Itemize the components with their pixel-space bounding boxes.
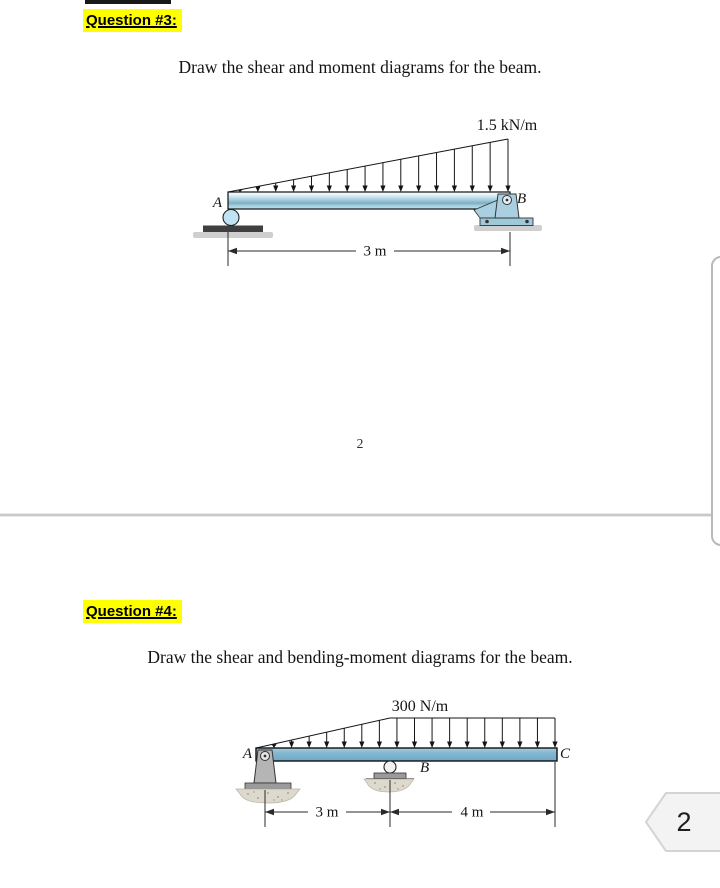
beam-diagram-q4 — [230, 690, 590, 840]
support-shadow — [193, 232, 273, 238]
support-plate — [203, 226, 263, 233]
page-indicator-number: 2 — [676, 807, 692, 837]
support-plate — [245, 783, 291, 789]
ground-hatch — [236, 789, 300, 803]
beam-diagram-q3 — [180, 108, 550, 273]
node-label-b-q4: B — [420, 760, 430, 776]
node-label-b-q3: B — [517, 191, 527, 207]
load-intensity-label-q3: 1.5 kN/m — [476, 117, 538, 134]
beam-q3 — [228, 192, 510, 209]
dimension-q4 — [265, 762, 555, 827]
question-4-prompt: Draw the shear and bending-moment diagrams for the beam. — [147, 647, 573, 667]
beam-q4 — [256, 748, 557, 761]
dim-arrow-left-q3 — [228, 248, 237, 254]
dim-arrow — [265, 809, 274, 815]
dim-arrow-right-q3 — [501, 248, 510, 254]
question-3-header: Question #3: — [83, 9, 182, 32]
question-3-prompt: Draw the shear and moment diagrams for the beam. — [178, 57, 542, 77]
question-4-header: Question #4: — [83, 600, 182, 623]
dim-arrow — [390, 809, 399, 815]
page-divider — [0, 514, 720, 516]
support-plate — [374, 773, 406, 779]
distributed-load-q4 — [256, 718, 558, 748]
scroll-indicator[interactable] — [711, 256, 720, 546]
dim-arrow — [381, 809, 390, 815]
distributed-load-q3 — [228, 139, 511, 192]
ground-hatch — [364, 779, 414, 792]
roller-icon — [223, 210, 239, 226]
dim-arrow — [546, 809, 555, 815]
clipped-highlight-bar — [85, 0, 171, 4]
roller-icon — [384, 761, 396, 773]
roller-support-a-q3 — [193, 210, 273, 239]
span-length-label-q3: 3 m — [363, 243, 387, 260]
node-label-c-q4: C — [560, 746, 571, 762]
node-label-a-q4: A — [242, 746, 252, 762]
load-intensity-label-q4: 300 N/m — [391, 698, 449, 715]
span-ab-label-q4: 3 m — [315, 804, 339, 821]
span-bc-label-q4: 4 m — [460, 804, 484, 821]
page-number-badge[interactable] — [643, 789, 720, 855]
roller-support-b-q4 — [364, 761, 414, 792]
page-footer-number: 2 — [356, 436, 364, 451]
node-label-a-q3: A — [212, 195, 222, 211]
